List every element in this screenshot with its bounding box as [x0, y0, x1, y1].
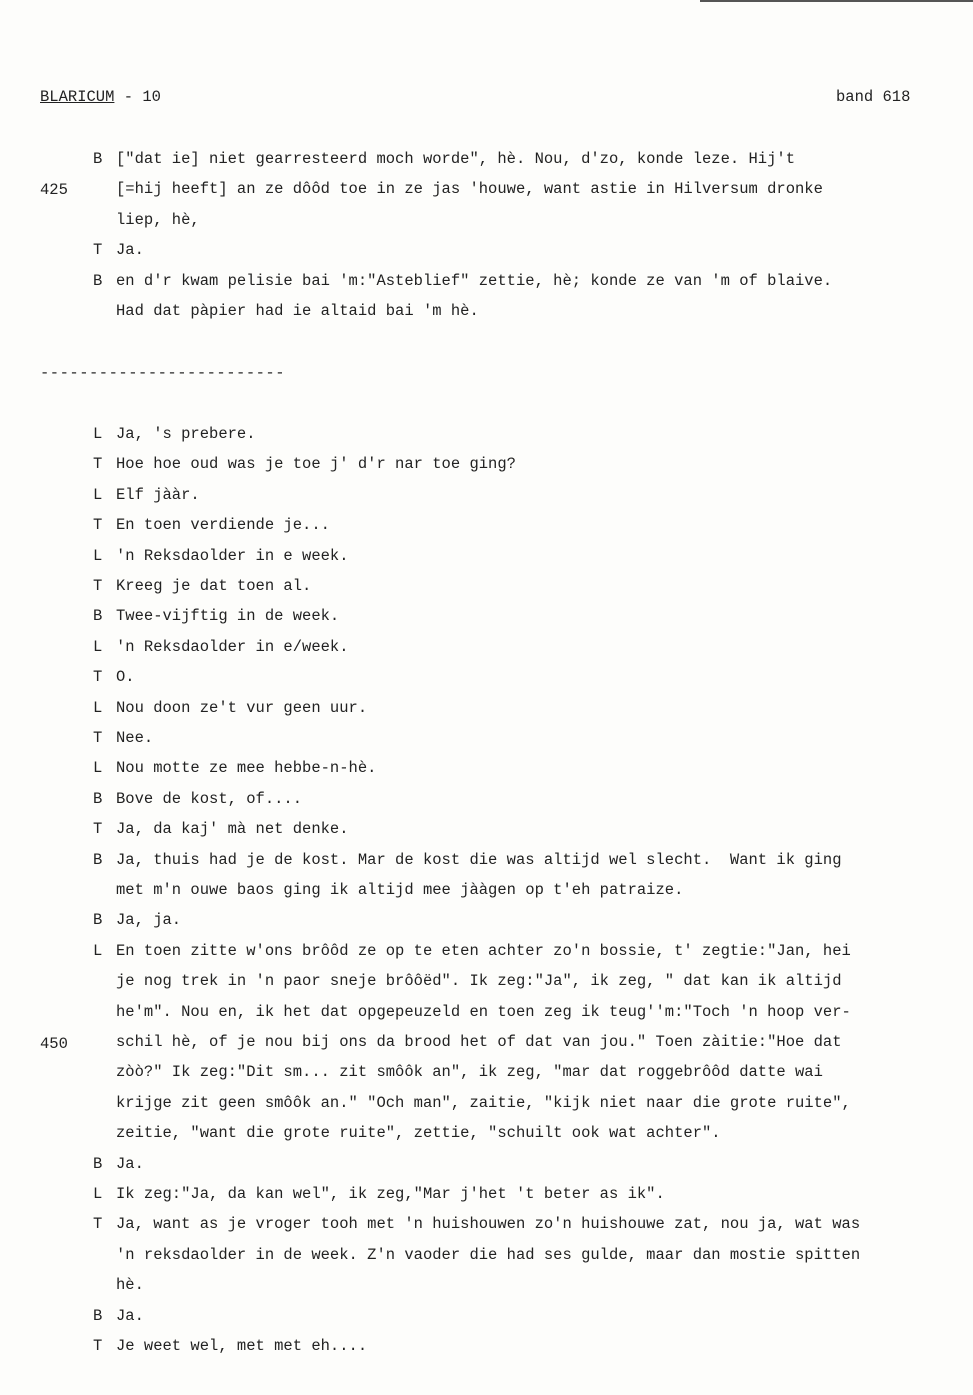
transcript-line: Nou doon ze't vur geen uur.	[116, 698, 368, 717]
line-number-425: 425	[40, 181, 68, 199]
transcript-line: Je weet wel, met met eh....	[116, 1337, 368, 1355]
line-number-450: 450	[40, 1035, 68, 1053]
speaker-label: L	[93, 698, 103, 717]
transcript-line: 'n Reksdaolder in e/week.	[116, 637, 349, 656]
transcript-line: Had dat pàpier had ie altaid bai 'm hè.	[116, 302, 479, 320]
speaker-label: B	[93, 911, 103, 930]
speaker-label: B	[93, 850, 103, 869]
transcript-line: met m'n ouwe baos ging ik altijd mee jààgen op t'eh patraize.	[116, 881, 684, 899]
speaker-label: T	[93, 1337, 103, 1355]
transcript-line: hè.	[116, 1276, 144, 1295]
transcript-line: Twee-vijftig in de week.	[116, 607, 340, 626]
speaker-label: L	[93, 941, 103, 960]
speaker-label: T	[93, 729, 103, 747]
transcript-line: Ja.	[116, 1154, 144, 1173]
transcript-line: Ja, da kaj' mà net denke.	[116, 820, 349, 839]
transcript-line: he'm". Nou en, ik het dat opgepeuzeld en toen zeg ik teug''m:"Toch 'n hoop ver-	[116, 1002, 851, 1021]
transcript-line: ["dat ie] niet gearresteerd moch worde", hè. Nou, d'zo, konde leze. Hij't	[116, 150, 796, 168]
transcript-line: Ja, thuis had je de kost. Mar de kost die was altijd wel slecht. Want ik ging	[116, 850, 842, 869]
transcript-line: 'n reksdaolder in de week. Z'n vaoder die had ses gulde, maar dan mostie spitten	[116, 1245, 861, 1264]
transcript-line: Elf jààr.	[116, 485, 200, 504]
speaker-label: T	[93, 820, 103, 839]
speaker-label: L	[93, 546, 103, 565]
transcript-line: O.	[116, 668, 135, 687]
speaker-label: B	[93, 150, 103, 168]
transcript-line: zeitie, "want die grote ruite", zettie, "schuilt ook wat achter".	[116, 1124, 721, 1143]
section-separator: -------------------------	[40, 364, 286, 382]
speaker-label: T	[93, 241, 103, 260]
transcript-line: Kreeg je dat toen al.	[116, 577, 312, 595]
transcript-line: Ja, 's prebere.	[116, 425, 256, 443]
speaker-label: B	[93, 607, 103, 626]
transcript-line: Nou motte ze mee hebbe-n-hè.	[116, 759, 377, 778]
document-title: BLARICUM	[40, 88, 115, 106]
transcript-line: Nee.	[116, 729, 154, 747]
speaker-label: T	[93, 455, 103, 474]
speaker-label: B	[93, 1154, 103, 1173]
speaker-label: L	[93, 425, 103, 443]
page-header	[40, 88, 161, 106]
speaker-label: L	[93, 759, 103, 778]
speaker-label: T	[93, 668, 103, 687]
transcript-line: schil hè, of je nou bij ons da brood het of dat van jou." Toen zàitie:"Hoe dat	[116, 1033, 842, 1051]
transcript-line: Ik zeg:"Ja, da kan wel", ik zeg,"Mar j'het 't beter as ik".	[116, 1185, 665, 1203]
speaker-label: B	[93, 271, 103, 290]
transcript-line: krijge zit geen smôôk an." "Och man", zaitie, "kijk niet naar die grote ruite",	[116, 1093, 851, 1112]
tape-label: band 618	[836, 88, 911, 106]
transcript-line: Ja, want as je vroger tooh met 'n huishouwen zo'n huishouwe zat, nou ja, wat was	[116, 1215, 861, 1234]
transcript-line: En toen verdiende je...	[116, 516, 330, 535]
speaker-label: T	[93, 577, 103, 595]
transcript-line: [=hij heeft] an ze dôôd toe in ze jas 'houwe, want astie in Hilversum dronke	[116, 180, 823, 199]
transcript-line: je nog trek in 'n paor sneje brôôëd". Ik zeg:"Ja", ik zeg, " dat kan ik altijd	[116, 972, 842, 991]
transcript-line: Bove de kost, of....	[116, 789, 303, 808]
speaker-label: T	[93, 1215, 103, 1234]
speaker-label: T	[93, 516, 103, 535]
speaker-label: L	[93, 1185, 103, 1203]
transcript-line: en d'r kwam pelisie bai 'm:"Asteblief" zettie, hè; konde ze van 'm of blaive.	[116, 271, 833, 290]
transcript-line: En toen zitte w'ons brôôd ze op te eten achter zo'n bossie, t' zegtie:"Jan, hei	[116, 941, 851, 960]
transcript-line: zòò?" Ik zeg:"Dit sm... zit smôôk an", ik zeg, "mar dat roggebrôôd datte wai	[116, 1063, 823, 1082]
top-rule	[700, 0, 973, 2]
speaker-label: B	[93, 789, 103, 808]
speaker-label: L	[93, 485, 103, 504]
transcript-line: Hoe hoe oud was je toe j' d'r nar toe ging?	[116, 455, 516, 474]
page-number: - 10	[114, 88, 161, 106]
transcript-line: Ja, ja.	[116, 911, 182, 930]
transcript-line: Ja.	[116, 241, 144, 260]
speaker-label: B	[93, 1306, 103, 1325]
transcript-line: 'n Reksdaolder in e week.	[116, 546, 349, 565]
transcript-line: Ja.	[116, 1306, 144, 1325]
transcript-line: liep, hè,	[116, 210, 200, 229]
speaker-label: L	[93, 637, 103, 656]
